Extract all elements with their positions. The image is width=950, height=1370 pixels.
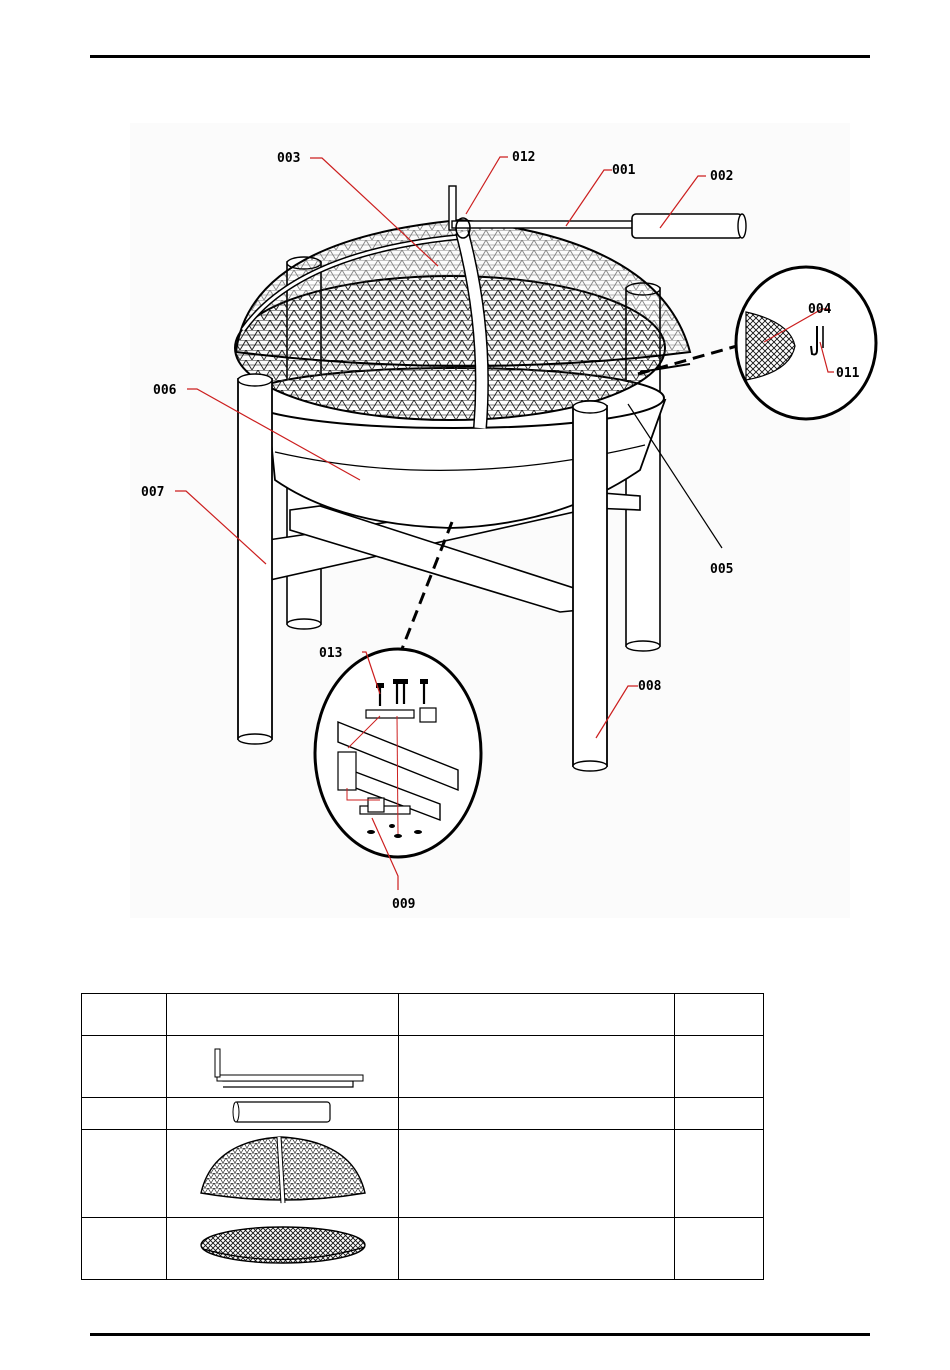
top-rule xyxy=(90,55,870,58)
table-cell xyxy=(675,1218,764,1280)
fire-pit-exploded-diagram xyxy=(130,123,860,918)
part-image-cell xyxy=(167,1036,399,1098)
round-mesh-grate-icon xyxy=(193,1223,373,1271)
part-image-cell xyxy=(167,1130,399,1218)
header-cell xyxy=(399,994,675,1036)
table-cell xyxy=(399,1036,675,1098)
table-cell xyxy=(675,1130,764,1218)
table-row xyxy=(82,1218,764,1280)
label-007: 007 xyxy=(141,485,165,500)
header-cell xyxy=(82,994,167,1036)
handle xyxy=(632,214,746,238)
table-cell xyxy=(399,1098,675,1130)
table-cell xyxy=(82,1130,167,1218)
table-cell xyxy=(399,1218,675,1280)
label-002: 002 xyxy=(710,169,734,184)
table-row xyxy=(82,1036,764,1098)
label-005: 005 xyxy=(710,562,734,577)
header-cell xyxy=(675,994,764,1036)
table-cell xyxy=(82,1098,167,1130)
table-cell xyxy=(82,1218,167,1280)
label-009: 009 xyxy=(392,897,416,912)
table-row xyxy=(82,1130,764,1218)
l-shaped-poker-rod-icon xyxy=(203,1045,363,1085)
table-cell xyxy=(399,1130,675,1218)
cylindrical-handle-icon xyxy=(228,1099,338,1125)
label-013: 013 xyxy=(319,646,343,661)
label-008: 008 xyxy=(638,679,662,694)
parts-list-table xyxy=(81,993,764,1280)
part-image-cell xyxy=(167,1098,399,1130)
table-row xyxy=(82,1098,764,1130)
table-cell xyxy=(82,1036,167,1098)
table-cell xyxy=(675,1036,764,1098)
label-003: 003 xyxy=(277,151,301,166)
bottom-rule xyxy=(90,1333,870,1336)
label-004: 004 xyxy=(808,302,832,317)
label-011: 011 xyxy=(836,366,860,381)
mesh-dome-spark-screen-icon xyxy=(193,1133,373,1211)
label-012: 012 xyxy=(512,150,536,165)
label-006: 006 xyxy=(153,383,177,398)
table-cell xyxy=(675,1098,764,1130)
label-001: 001 xyxy=(612,163,636,178)
front-leg xyxy=(573,401,607,771)
header-cell xyxy=(167,994,399,1036)
table-header-row xyxy=(82,994,764,1036)
front-leg xyxy=(238,374,272,744)
part-image-cell xyxy=(167,1218,399,1280)
